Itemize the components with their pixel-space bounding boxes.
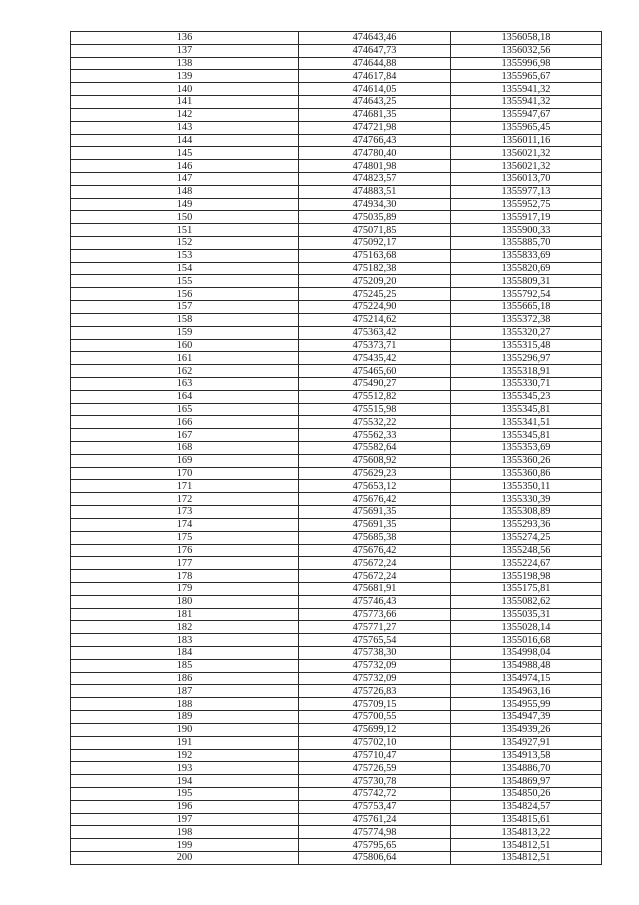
y-coordinate-cell: 1354963,16 bbox=[451, 685, 602, 698]
x-coordinate-cell: 474644,88 bbox=[299, 57, 451, 70]
x-coordinate-cell: 475753,47 bbox=[299, 800, 451, 813]
x-coordinate-cell: 475685,38 bbox=[299, 531, 451, 544]
table-row bbox=[71, 83, 602, 96]
x-coordinate-cell: 475373,71 bbox=[299, 339, 451, 352]
point-number-cell: 147 bbox=[71, 172, 299, 185]
point-number-cell: 174 bbox=[71, 518, 299, 531]
point-number-cell: 138 bbox=[71, 57, 299, 70]
table-row bbox=[71, 570, 602, 583]
point-number-cell: 162 bbox=[71, 365, 299, 378]
table-row bbox=[71, 147, 602, 160]
table-row bbox=[71, 813, 602, 826]
table-row bbox=[71, 313, 602, 326]
table-row bbox=[71, 390, 602, 403]
y-coordinate-cell: 1355345,23 bbox=[451, 390, 602, 403]
x-coordinate-cell: 474766,43 bbox=[299, 134, 451, 147]
y-coordinate-cell: 1355941,32 bbox=[451, 96, 602, 109]
point-number-cell: 196 bbox=[71, 800, 299, 813]
y-coordinate-cell: 1355947,67 bbox=[451, 108, 602, 121]
table-row bbox=[71, 416, 602, 429]
y-coordinate-cell: 1355996,98 bbox=[451, 57, 602, 70]
x-coordinate-cell: 475562,33 bbox=[299, 429, 451, 442]
y-coordinate-cell: 1355977,13 bbox=[451, 185, 602, 198]
point-number-cell: 184 bbox=[71, 647, 299, 660]
y-coordinate-cell: 1354974,15 bbox=[451, 672, 602, 685]
x-coordinate-cell: 475182,38 bbox=[299, 262, 451, 275]
table-row bbox=[71, 249, 602, 262]
point-number-cell: 199 bbox=[71, 839, 299, 852]
point-number-cell: 175 bbox=[71, 531, 299, 544]
y-coordinate-cell: 1356021,32 bbox=[451, 160, 602, 173]
x-coordinate-cell: 475761,24 bbox=[299, 813, 451, 826]
y-coordinate-cell: 1354813,22 bbox=[451, 826, 602, 839]
x-coordinate-cell: 475774,98 bbox=[299, 826, 451, 839]
x-coordinate-cell: 475435,42 bbox=[299, 352, 451, 365]
x-coordinate-cell: 475245,25 bbox=[299, 288, 451, 301]
y-coordinate-cell: 1354927,91 bbox=[451, 736, 602, 749]
table-row bbox=[71, 108, 602, 121]
point-number-cell: 137 bbox=[71, 44, 299, 57]
x-coordinate-cell: 475746,43 bbox=[299, 595, 451, 608]
point-number-cell: 145 bbox=[71, 147, 299, 160]
point-number-cell: 144 bbox=[71, 134, 299, 147]
table-row bbox=[71, 301, 602, 314]
x-coordinate-cell: 475765,54 bbox=[299, 634, 451, 647]
table-row bbox=[71, 544, 602, 557]
point-number-cell: 152 bbox=[71, 237, 299, 250]
y-coordinate-cell: 1355350,11 bbox=[451, 480, 602, 493]
table-row bbox=[71, 647, 602, 660]
point-number-cell: 176 bbox=[71, 544, 299, 557]
table-row bbox=[71, 698, 602, 711]
x-coordinate-cell: 475771,27 bbox=[299, 621, 451, 634]
table-row bbox=[71, 672, 602, 685]
x-coordinate-cell: 475691,35 bbox=[299, 506, 451, 519]
point-number-cell: 180 bbox=[71, 595, 299, 608]
table-row bbox=[71, 480, 602, 493]
x-coordinate-cell: 474801,98 bbox=[299, 160, 451, 173]
x-coordinate-cell: 475742,72 bbox=[299, 787, 451, 800]
x-coordinate-cell: 474614,05 bbox=[299, 83, 451, 96]
y-coordinate-cell: 1355345,81 bbox=[451, 403, 602, 416]
table-row bbox=[71, 608, 602, 621]
table-row bbox=[71, 557, 602, 570]
table-row bbox=[71, 787, 602, 800]
table-row bbox=[71, 237, 602, 250]
x-coordinate-cell: 475681,91 bbox=[299, 582, 451, 595]
x-coordinate-cell: 474643,25 bbox=[299, 96, 451, 109]
table-row bbox=[71, 32, 602, 45]
table-row bbox=[71, 262, 602, 275]
y-coordinate-cell: 1355016,68 bbox=[451, 634, 602, 647]
point-number-cell: 161 bbox=[71, 352, 299, 365]
y-coordinate-cell: 1356032,56 bbox=[451, 44, 602, 57]
y-coordinate-cell: 1354824,57 bbox=[451, 800, 602, 813]
table-row bbox=[71, 595, 602, 608]
table-row bbox=[71, 339, 602, 352]
point-number-cell: 146 bbox=[71, 160, 299, 173]
y-coordinate-cell: 1355293,36 bbox=[451, 518, 602, 531]
y-coordinate-cell: 1355082,62 bbox=[451, 595, 602, 608]
table-row bbox=[71, 762, 602, 775]
point-number-cell: 173 bbox=[71, 506, 299, 519]
y-coordinate-cell: 1354939,26 bbox=[451, 723, 602, 736]
y-coordinate-cell: 1354886,70 bbox=[451, 762, 602, 775]
table-row bbox=[71, 403, 602, 416]
x-coordinate-cell: 475209,20 bbox=[299, 275, 451, 288]
point-number-cell: 189 bbox=[71, 711, 299, 724]
y-coordinate-cell: 1355345,81 bbox=[451, 429, 602, 442]
y-coordinate-cell: 1355353,69 bbox=[451, 442, 602, 455]
x-coordinate-cell: 475465,60 bbox=[299, 365, 451, 378]
y-coordinate-cell: 1355792,54 bbox=[451, 288, 602, 301]
x-coordinate-cell: 475515,98 bbox=[299, 403, 451, 416]
table-row bbox=[71, 211, 602, 224]
point-number-cell: 172 bbox=[71, 493, 299, 506]
point-number-cell: 142 bbox=[71, 108, 299, 121]
table-row bbox=[71, 723, 602, 736]
x-coordinate-cell: 475582,64 bbox=[299, 442, 451, 455]
point-number-cell: 163 bbox=[71, 377, 299, 390]
point-number-cell: 160 bbox=[71, 339, 299, 352]
point-number-cell: 157 bbox=[71, 301, 299, 314]
y-coordinate-cell: 1355035,31 bbox=[451, 608, 602, 621]
x-coordinate-cell: 475732,09 bbox=[299, 672, 451, 685]
x-coordinate-cell: 475700,55 bbox=[299, 711, 451, 724]
y-coordinate-cell: 1355941,32 bbox=[451, 83, 602, 96]
x-coordinate-cell: 474934,30 bbox=[299, 198, 451, 211]
table-row bbox=[71, 736, 602, 749]
y-coordinate-cell: 1355308,89 bbox=[451, 506, 602, 519]
y-coordinate-cell: 1355885,70 bbox=[451, 237, 602, 250]
point-number-cell: 181 bbox=[71, 608, 299, 621]
y-coordinate-cell: 1356058,18 bbox=[451, 32, 602, 45]
y-coordinate-cell: 1355965,45 bbox=[451, 121, 602, 134]
y-coordinate-cell: 1355330,71 bbox=[451, 377, 602, 390]
x-coordinate-cell: 475214,62 bbox=[299, 313, 451, 326]
table-row bbox=[71, 659, 602, 672]
x-coordinate-cell: 475629,23 bbox=[299, 467, 451, 480]
point-number-cell: 179 bbox=[71, 582, 299, 595]
point-number-cell: 186 bbox=[71, 672, 299, 685]
y-coordinate-cell: 1354988,48 bbox=[451, 659, 602, 672]
x-coordinate-cell: 475608,92 bbox=[299, 454, 451, 467]
y-coordinate-cell: 1354812,51 bbox=[451, 852, 602, 865]
y-coordinate-cell: 1355224,67 bbox=[451, 557, 602, 570]
point-number-cell: 188 bbox=[71, 698, 299, 711]
point-number-cell: 158 bbox=[71, 313, 299, 326]
table-row bbox=[71, 826, 602, 839]
y-coordinate-cell: 1355320,27 bbox=[451, 326, 602, 339]
y-coordinate-cell: 1356021,32 bbox=[451, 147, 602, 160]
x-coordinate-cell: 475702,10 bbox=[299, 736, 451, 749]
table-row bbox=[71, 352, 602, 365]
y-coordinate-cell: 1354955,99 bbox=[451, 698, 602, 711]
x-coordinate-cell: 475512,82 bbox=[299, 390, 451, 403]
x-coordinate-cell: 475710,47 bbox=[299, 749, 451, 762]
x-coordinate-cell: 474823,57 bbox=[299, 172, 451, 185]
table-row bbox=[71, 198, 602, 211]
y-coordinate-cell: 1355198,98 bbox=[451, 570, 602, 583]
point-number-cell: 165 bbox=[71, 403, 299, 416]
y-coordinate-cell: 1355360,86 bbox=[451, 467, 602, 480]
point-number-cell: 183 bbox=[71, 634, 299, 647]
y-coordinate-cell: 1354850,26 bbox=[451, 787, 602, 800]
table-row bbox=[71, 275, 602, 288]
y-coordinate-cell: 1355360,26 bbox=[451, 454, 602, 467]
x-coordinate-cell: 475676,42 bbox=[299, 493, 451, 506]
x-coordinate-cell: 475691,35 bbox=[299, 518, 451, 531]
y-coordinate-cell: 1354913,58 bbox=[451, 749, 602, 762]
y-coordinate-cell: 1355917,19 bbox=[451, 211, 602, 224]
x-coordinate-cell: 474780,40 bbox=[299, 147, 451, 160]
y-coordinate-cell: 1354815,61 bbox=[451, 813, 602, 826]
x-coordinate-cell: 475672,24 bbox=[299, 557, 451, 570]
table-row bbox=[71, 429, 602, 442]
x-coordinate-cell: 474643,46 bbox=[299, 32, 451, 45]
point-number-cell: 166 bbox=[71, 416, 299, 429]
y-coordinate-cell: 1355296,97 bbox=[451, 352, 602, 365]
y-coordinate-cell: 1355330,39 bbox=[451, 493, 602, 506]
point-number-cell: 164 bbox=[71, 390, 299, 403]
y-coordinate-cell: 1354947,39 bbox=[451, 711, 602, 724]
x-coordinate-cell: 475163,68 bbox=[299, 249, 451, 262]
table-row bbox=[71, 531, 602, 544]
point-number-cell: 190 bbox=[71, 723, 299, 736]
x-coordinate-cell: 475490,27 bbox=[299, 377, 451, 390]
coordinate-table-body bbox=[71, 32, 602, 865]
x-coordinate-cell: 474681,35 bbox=[299, 108, 451, 121]
point-number-cell: 194 bbox=[71, 775, 299, 788]
y-coordinate-cell: 1356013,70 bbox=[451, 172, 602, 185]
table-row bbox=[71, 160, 602, 173]
y-coordinate-cell: 1354812,51 bbox=[451, 839, 602, 852]
point-number-cell: 195 bbox=[71, 787, 299, 800]
y-coordinate-cell: 1355274,25 bbox=[451, 531, 602, 544]
point-number-cell: 141 bbox=[71, 96, 299, 109]
y-coordinate-cell: 1355341,51 bbox=[451, 416, 602, 429]
point-number-cell: 178 bbox=[71, 570, 299, 583]
coordinate-table bbox=[70, 31, 602, 865]
point-number-cell: 136 bbox=[71, 32, 299, 45]
point-number-cell: 159 bbox=[71, 326, 299, 339]
table-row bbox=[71, 326, 602, 339]
point-number-cell: 154 bbox=[71, 262, 299, 275]
x-coordinate-cell: 475532,22 bbox=[299, 416, 451, 429]
point-number-cell: 200 bbox=[71, 852, 299, 865]
x-coordinate-cell: 475653,12 bbox=[299, 480, 451, 493]
y-coordinate-cell: 1355318,91 bbox=[451, 365, 602, 378]
point-number-cell: 156 bbox=[71, 288, 299, 301]
point-number-cell: 192 bbox=[71, 749, 299, 762]
table-row bbox=[71, 134, 602, 147]
x-coordinate-cell: 475672,24 bbox=[299, 570, 451, 583]
table-row bbox=[71, 121, 602, 134]
table-row bbox=[71, 775, 602, 788]
y-coordinate-cell: 1355809,31 bbox=[451, 275, 602, 288]
x-coordinate-cell: 474647,73 bbox=[299, 44, 451, 57]
x-coordinate-cell: 475806,64 bbox=[299, 852, 451, 865]
point-number-cell: 151 bbox=[71, 224, 299, 237]
x-coordinate-cell: 475035,89 bbox=[299, 211, 451, 224]
point-number-cell: 153 bbox=[71, 249, 299, 262]
x-coordinate-cell: 475738,30 bbox=[299, 647, 451, 660]
y-coordinate-cell: 1355315,48 bbox=[451, 339, 602, 352]
point-number-cell: 182 bbox=[71, 621, 299, 634]
point-number-cell: 198 bbox=[71, 826, 299, 839]
table-row bbox=[71, 44, 602, 57]
table-row bbox=[71, 288, 602, 301]
x-coordinate-cell: 475726,83 bbox=[299, 685, 451, 698]
table-row bbox=[71, 365, 602, 378]
table-row bbox=[71, 493, 602, 506]
y-coordinate-cell: 1355820,69 bbox=[451, 262, 602, 275]
point-number-cell: 149 bbox=[71, 198, 299, 211]
point-number-cell: 197 bbox=[71, 813, 299, 826]
point-number-cell: 171 bbox=[71, 480, 299, 493]
x-coordinate-cell: 475732,09 bbox=[299, 659, 451, 672]
point-number-cell: 139 bbox=[71, 70, 299, 83]
point-number-cell: 148 bbox=[71, 185, 299, 198]
x-coordinate-cell: 475726,59 bbox=[299, 762, 451, 775]
table-row bbox=[71, 839, 602, 852]
x-coordinate-cell: 474721,98 bbox=[299, 121, 451, 134]
table-row bbox=[71, 506, 602, 519]
table-row bbox=[71, 749, 602, 762]
point-number-cell: 167 bbox=[71, 429, 299, 442]
point-number-cell: 191 bbox=[71, 736, 299, 749]
table-row bbox=[71, 467, 602, 480]
x-coordinate-cell: 475699,12 bbox=[299, 723, 451, 736]
x-coordinate-cell: 475730,78 bbox=[299, 775, 451, 788]
y-coordinate-cell: 1355175,81 bbox=[451, 582, 602, 595]
table-row bbox=[71, 185, 602, 198]
table-row bbox=[71, 224, 602, 237]
point-number-cell: 143 bbox=[71, 121, 299, 134]
table-row bbox=[71, 96, 602, 109]
table-row bbox=[71, 621, 602, 634]
y-coordinate-cell: 1355900,33 bbox=[451, 224, 602, 237]
x-coordinate-cell: 475092,17 bbox=[299, 237, 451, 250]
table-row bbox=[71, 518, 602, 531]
y-coordinate-cell: 1356011,16 bbox=[451, 134, 602, 147]
table-row bbox=[71, 172, 602, 185]
y-coordinate-cell: 1355833,69 bbox=[451, 249, 602, 262]
x-coordinate-cell: 475676,42 bbox=[299, 544, 451, 557]
y-coordinate-cell: 1355952,75 bbox=[451, 198, 602, 211]
table-row bbox=[71, 454, 602, 467]
point-number-cell: 193 bbox=[71, 762, 299, 775]
x-coordinate-cell: 474883,51 bbox=[299, 185, 451, 198]
table-row bbox=[71, 685, 602, 698]
x-coordinate-cell: 475071,85 bbox=[299, 224, 451, 237]
point-number-cell: 169 bbox=[71, 454, 299, 467]
x-coordinate-cell: 475709,15 bbox=[299, 698, 451, 711]
y-coordinate-cell: 1355372,38 bbox=[451, 313, 602, 326]
y-coordinate-cell: 1355248,56 bbox=[451, 544, 602, 557]
point-number-cell: 168 bbox=[71, 442, 299, 455]
y-coordinate-cell: 1355965,67 bbox=[451, 70, 602, 83]
y-coordinate-cell: 1355665,18 bbox=[451, 301, 602, 314]
table-row bbox=[71, 711, 602, 724]
point-number-cell: 155 bbox=[71, 275, 299, 288]
point-number-cell: 185 bbox=[71, 659, 299, 672]
table-row bbox=[71, 800, 602, 813]
table-row bbox=[71, 57, 602, 70]
table-row bbox=[71, 582, 602, 595]
point-number-cell: 170 bbox=[71, 467, 299, 480]
table-row bbox=[71, 377, 602, 390]
y-coordinate-cell: 1354869,97 bbox=[451, 775, 602, 788]
point-number-cell: 187 bbox=[71, 685, 299, 698]
x-coordinate-cell: 474617,84 bbox=[299, 70, 451, 83]
x-coordinate-cell: 475795,65 bbox=[299, 839, 451, 852]
point-number-cell: 140 bbox=[71, 83, 299, 96]
x-coordinate-cell: 475773,66 bbox=[299, 608, 451, 621]
table-row bbox=[71, 634, 602, 647]
x-coordinate-cell: 475363,42 bbox=[299, 326, 451, 339]
y-coordinate-cell: 1355028,14 bbox=[451, 621, 602, 634]
point-number-cell: 177 bbox=[71, 557, 299, 570]
table-row bbox=[71, 852, 602, 865]
point-number-cell: 150 bbox=[71, 211, 299, 224]
y-coordinate-cell: 1354998,04 bbox=[451, 647, 602, 660]
x-coordinate-cell: 475224,90 bbox=[299, 301, 451, 314]
table-row bbox=[71, 442, 602, 455]
table-row bbox=[71, 70, 602, 83]
